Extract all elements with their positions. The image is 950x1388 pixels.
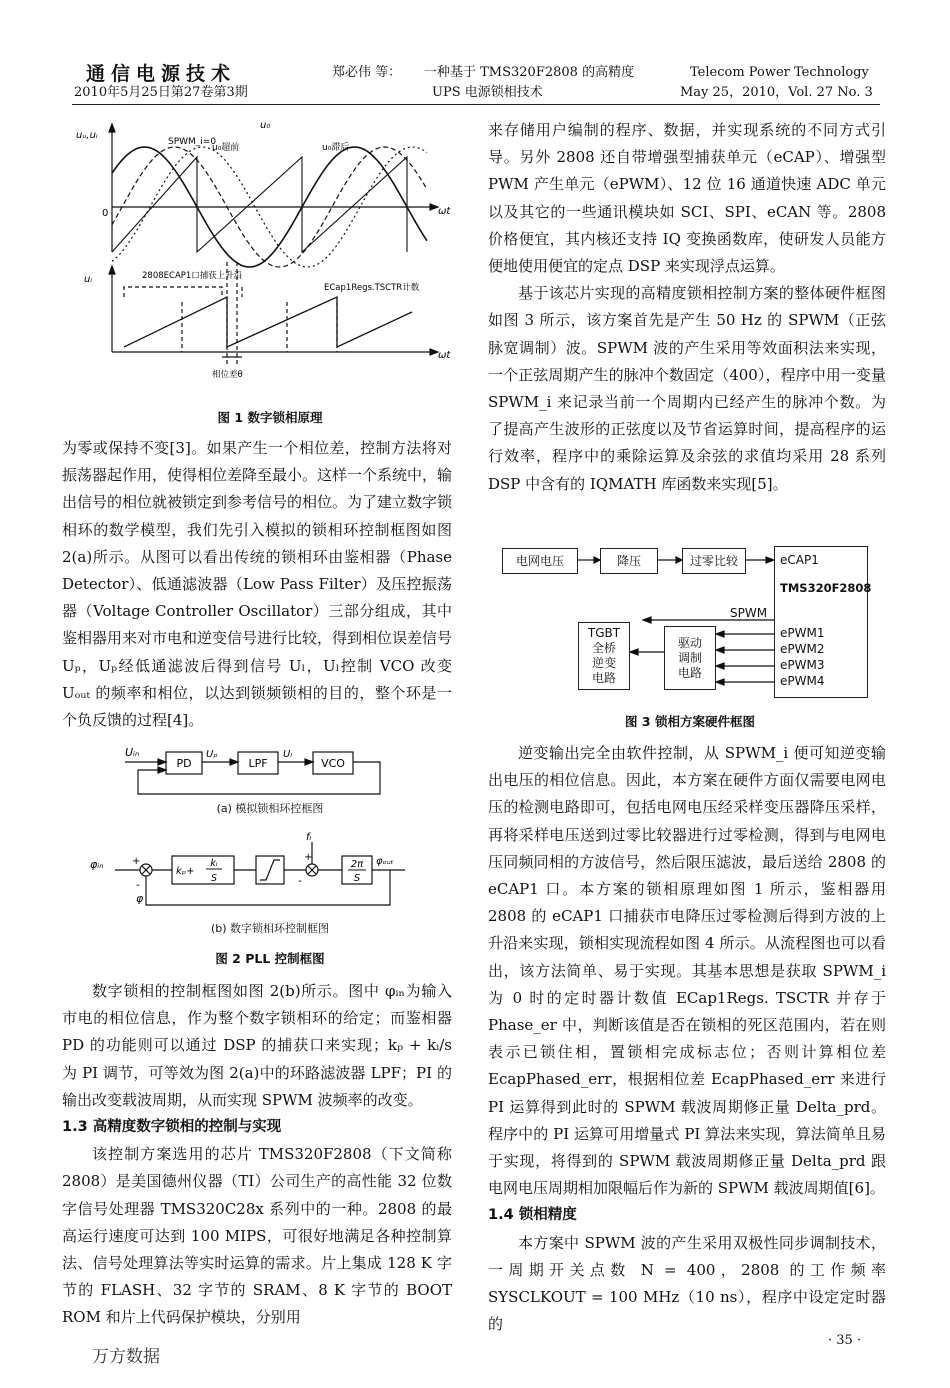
epwm3-port: ePWM3 (780, 658, 825, 672)
fig2b-2pi: 2π (350, 859, 364, 870)
running-title-line2: UPS 电源锁相技术 (432, 85, 543, 100)
right-paragraph-3: 逆变输出完全由软件控制，从 SPWM_i 便可知逆变输出电压的相位信息。因此，本方案在硬件方面仅需要电网电压的检测电路即可，包括电网电压经采样变压器降压采样，再将采样电压送到过零比较器进行过零检测，得到与电网电压同频同相的方波信号，然后限压滤波，最后送给 2808 的 eCAP1 口。本方案的锁相原理如图 1 所示，鉴相器用 2808 的 eCAP1 口捕获市电降压过零检测后得到方波的上升沿来实现，锁相实现流程如图 4 所示。从流程图也可以看出，该方法简单、易于实现。其基本思想是获取 SPWM_i 为 0 时的定时器计数值 ECap1Regs. TSCTR 并存于 Phase_er 中，判断该值是否在锁相的死区范围内，若在则表示已锁住相，置锁相完成标志位；否则计算相位差 EcapPhased_err，根据相位差 EcapPhased_err 来进行 PI 运算得到此时的 SPWM 载波周期修正量 Delta_prd。程序中的 PI 运算可用增量式 PI 算法来实现，算法简单且易于实现，将得到的 SPWM 载波周期修正量 Delta_prd 跟电网电压周期相加限幅后作为新的 SPWM 载波周期值[6]。 (488, 744, 886, 1198)
section-1-4-heading: 1.4 锁相精度 (488, 1207, 577, 1224)
dsp-chip-box (774, 546, 872, 698)
fig2b-ki: kᵢ (210, 858, 218, 869)
fig2b-f: fᵢ (306, 832, 312, 843)
fig2a-ul: Uₗ (283, 749, 292, 760)
fig1-label-ecap: 2808ECAP1口捕获上升沿 (142, 271, 243, 281)
fig2a-pd: PD (176, 757, 192, 770)
fig1-label-phase-diff: 相位差θ (212, 370, 243, 380)
fig2b-minus-1: - (136, 878, 140, 891)
ecap1-port: eCAP1 (780, 553, 819, 567)
fig1-label-wt-2: ωt (438, 350, 451, 361)
spwm-signal-label: SPWM (730, 606, 768, 620)
right-column-lower (488, 740, 886, 1338)
figure-3-caption: 图 3 锁相方案硬件框图 (625, 714, 755, 729)
watermark: 万方数据 (92, 1347, 160, 1367)
fig2b-phi-in: φᵢₙ (90, 858, 104, 871)
right-paragraph-2: 基于该芯片实现的高精度锁相控制方案的整体硬件框图如图 3 所示，该方案首先是产生 50 Hz 的 SPWM（正弦脉宽调制）波。SPWM 波的产生采用等效面积法来实现，一个正弦周期产生的脉冲个数固定（400），程序中用一变量 SPWM_i 来记录当前一个周期内已经产生的脉冲个数。为了提高产生波形的正弦度以及节省运算时间，提高程序的运行效率，程序中的乘除运算及余弦的求值均采用 28 系列 DSP 中含有的 IQMATH 库函数来实现[5]。 (488, 284, 886, 493)
fig2b-phi: φ (136, 892, 144, 905)
grid-voltage-box: 电网电压 (502, 548, 578, 574)
fig1-sawtooth (112, 157, 407, 252)
fig1-label-uadv: u₀超前 (212, 143, 240, 153)
left-paragraph-3: 该控制方案选用的芯片 TMS320F2808（下文简称 2808）是美国德州仪器（TI）公司生产的高性能 32 位数字信号处理器 TMS320C28x 系列中的一种。2808 的最高运行速度可达到 100 MIPS，可很好地满足各种控制算法、信号处理算法等实时运算的需求。片上集成 128 K 字节的 FLASH、32 字节的 SRAM、8 K 字节的 BOOT ROM 和片上代码保护模块，分别用 (62, 1145, 452, 1327)
right-paragraph-4: 本方案中 SPWM 波的产生采用双极性同步调制技术，一周期开关点数 N = 400，2808 的工作频率 SYSCLKOUT = 100 MHz（10 ns），程序中设定定时器的 (488, 1233, 886, 1334)
fig1-label-wt: ωt (438, 206, 451, 217)
figure-2b-digital-pll (80, 830, 460, 920)
left-column-upper (62, 435, 452, 734)
fig2b-minus-2: - (298, 874, 302, 887)
chip-name: TMS320F2808 (780, 581, 872, 595)
figure-1-caption: 图 1 数字锁相原理 (217, 410, 323, 425)
section-1-3-heading: 1.3 高精度数字锁相的控制与实现 (62, 1119, 282, 1136)
running-title-line1: 一种基于 TMS320F2808 的高精度 (424, 65, 635, 80)
figure-2b-caption: (b) 数字锁相环控制框图 (210, 922, 330, 935)
fig1-label-origin: 0 (102, 208, 109, 219)
fig2a-uin: Uᵢₙ (125, 746, 140, 759)
epwm1-port: ePWM1 (780, 626, 825, 640)
page-number: · 35 · (828, 1333, 862, 1348)
fig2b-phi-out: φₒᵤₜ (376, 856, 394, 867)
figure-3-hardware-block-diagram (496, 542, 886, 707)
right-column-upper (488, 117, 886, 498)
fig2a-up: Uₚ (206, 749, 218, 760)
fig1-label-spwm: SPWM_i=0 (168, 137, 217, 147)
figure-2a-caption: (a) 模拟锁相环控框图 (216, 802, 324, 815)
driver-box: 驱动 调制 电路 (664, 626, 716, 690)
step-down-box: 降压 (600, 548, 658, 574)
issue-info-cn: 2010年5月25日第27卷第3期 (74, 85, 248, 100)
figure-1-phase-lock-principle (72, 112, 468, 387)
figure-2-caption: 图 2 PLL 控制框图 (215, 951, 325, 966)
fig2a-lpf: LPF (248, 757, 268, 770)
fig1-label-ulag: u₀滞后 (322, 143, 350, 153)
zero-cross-box: 过零比较 (682, 548, 746, 574)
fig2b-s: S (210, 873, 218, 884)
epwm4-port: ePWM4 (780, 674, 825, 688)
left-column-lower (62, 978, 452, 1332)
fig1-label-tsctr: ECap1Regs.TSCTR计数 (324, 283, 420, 293)
journal-title-en: Telecom Power Technology (690, 65, 869, 80)
fig2b-s2: S (353, 873, 361, 884)
fig2a-vco: VCO (321, 757, 345, 770)
left-paragraph-2: 数字锁相的控制框图如图 2(b)所示。图中 φᵢₙ为输入市电的相位信息，作为整个数字锁相环的给定；而鉴相器 PD 的功能则可以通过 DSP 的捕获口来实现；kₚ + kᵢ/s 为 PI 调节，可等效为图 2(a)中的环路滤波器 LPF；PI 的输出改变载波周期，从而实现 SPWM 波频率的改变。 (62, 982, 452, 1109)
issue-info-en: May 25，2010，Vol. 27 No. 3 (680, 85, 873, 100)
tgbt-bridge-box: TGBT 全桥 逆变 电路 (578, 622, 630, 690)
journal-title-cn: 通信电源技术 (86, 63, 237, 85)
running-authors: 郑必伟 等： (332, 65, 402, 80)
fig2b-kp: kₚ+ (176, 866, 195, 877)
fig2b-plus-1: + (132, 856, 141, 867)
header-rule (72, 104, 880, 105)
fig1-label-uf: uᵢ (84, 274, 93, 285)
epwm2-port: ePWM2 (780, 642, 825, 656)
right-paragraph-1: 来存储用户编制的程序、数据，并实现系统的不同方式引导。另外 2808 还自带增强型捕获单元（eCAP）、增强型 PWM 产生单元（ePWM）、12 位 16 通道快速 ADC 单元以及其它的一些通讯模块如 SCI、SPI、eCAN 等。2808 价格便宜，其内核还支持 IQ 变换函数库，使研发人员能方便地使用便宜的定点 DSP 来实现浮点运算。 (488, 121, 886, 276)
left-paragraph-1: 为零或保持不变[3]。如果产生一个相位差，控制方法将对振荡器起作用，使得相位差降至最小。这样一个系统中，输出信号的相位就被锁定到参考信号的相位。为了建立数字锁相环的数学模型，我们先引入模拟的锁相环控制框图如图 2(a)所示。从图可以看出传统的锁相环由鉴相器（Phase Detector）、低通滤波器（Low Pass Filter）及压控振荡器（Voltage Controller Oscillator）三部分组成，其中鉴相器用来对市电和逆变信号进行比较，得到相位误差信号 Uₚ，Uₚ经低通滤波后得到信号 Uₗ，Uₗ控制 VCO 改变 Uₒᵤₜ 的频率和相位，以达到锁频锁相的目的，整个环是一个负反馈的过程[4]。 (62, 439, 453, 730)
fig1-counter-ramp (124, 297, 412, 347)
fig1-label-ub: u₀ (260, 120, 271, 131)
fig2b-plus-2: + (304, 852, 313, 863)
fig1-label-axis: uᵤ,uᵢ (76, 130, 98, 141)
